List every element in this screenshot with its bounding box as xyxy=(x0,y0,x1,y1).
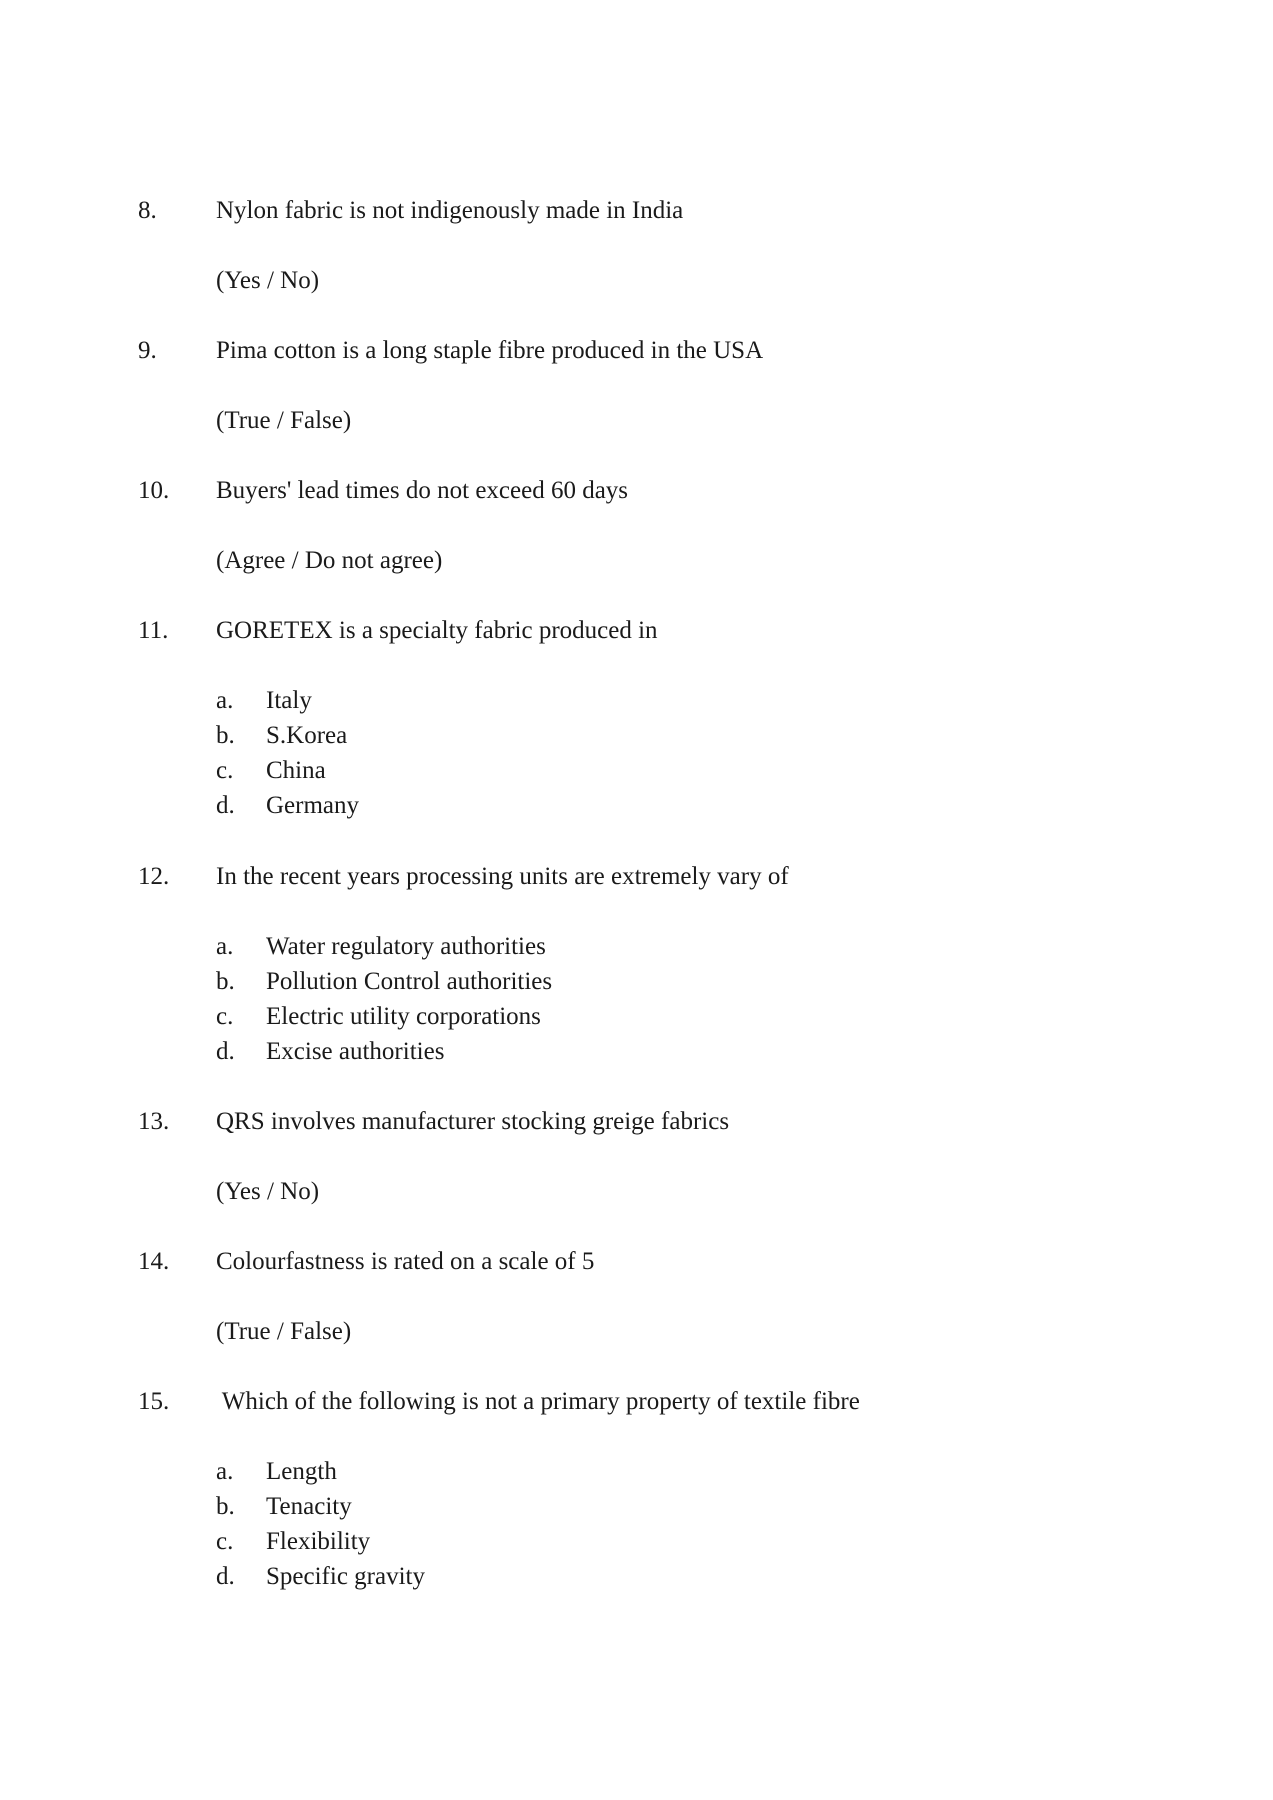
option-text: Germany xyxy=(266,792,360,819)
option-text: Length xyxy=(266,1458,337,1485)
question-number: 10. xyxy=(138,477,170,504)
option-text: China xyxy=(266,757,326,784)
question-number: 12. xyxy=(138,863,170,890)
question-text: Buyers' lead times do not exceed 60 days xyxy=(216,477,629,504)
option-text: S.Korea xyxy=(266,722,348,749)
option-letter: b. xyxy=(216,968,235,995)
question-text: Nylon fabric is not indigenously made in India xyxy=(216,197,684,224)
question-text: In the recent years processing units are extremely vary of xyxy=(216,863,789,890)
answer-choices: (Agree / Do not agree) xyxy=(216,547,443,574)
option-letter: c. xyxy=(216,1003,234,1030)
question-number: 8. xyxy=(138,197,157,224)
question-text: Pima cotton is a long staple fibre produced in the USA xyxy=(216,337,764,364)
option-letter: d. xyxy=(216,1038,235,1065)
question-number: 14. xyxy=(138,1248,170,1275)
answer-choices: (True / False) xyxy=(216,407,352,434)
question-number: 15. xyxy=(138,1388,170,1415)
option-text: Italy xyxy=(266,687,312,714)
option-text: Flexibility xyxy=(266,1528,371,1555)
question-number: 9. xyxy=(138,337,157,364)
question-text: GORETEX is a specialty fabric produced in xyxy=(216,617,658,644)
option-letter: b. xyxy=(216,722,235,749)
question-text: QRS involves manufacturer stocking greige fabrics xyxy=(216,1108,730,1135)
question-number: 13. xyxy=(138,1108,170,1135)
option-letter: a. xyxy=(216,933,234,960)
option-letter: a. xyxy=(216,1458,234,1485)
option-letter: a. xyxy=(216,687,234,714)
option-letter: b. xyxy=(216,1493,235,1520)
question-number: 11. xyxy=(138,617,169,644)
option-text: Electric utility corporations xyxy=(266,1003,541,1030)
option-text: Pollution Control authorities xyxy=(266,968,553,995)
option-letter: d. xyxy=(216,792,235,819)
question-text: Colourfastness is rated on a scale of 5 xyxy=(216,1248,595,1275)
option-text: Water regulatory authorities xyxy=(266,933,546,960)
option-text: Excise authorities xyxy=(266,1038,445,1065)
answer-choices: (True / False) xyxy=(216,1318,352,1345)
option-letter: d. xyxy=(216,1563,235,1590)
answer-choices: (Yes / No) xyxy=(216,267,320,294)
question-text: Which of the following is not a primary property of textile fibre xyxy=(216,1388,860,1415)
option-text: Specific gravity xyxy=(266,1563,425,1590)
option-letter: c. xyxy=(216,1528,234,1555)
option-text: Tenacity xyxy=(266,1493,352,1520)
answer-choices: (Yes / No) xyxy=(216,1178,320,1205)
option-letter: c. xyxy=(216,757,234,784)
